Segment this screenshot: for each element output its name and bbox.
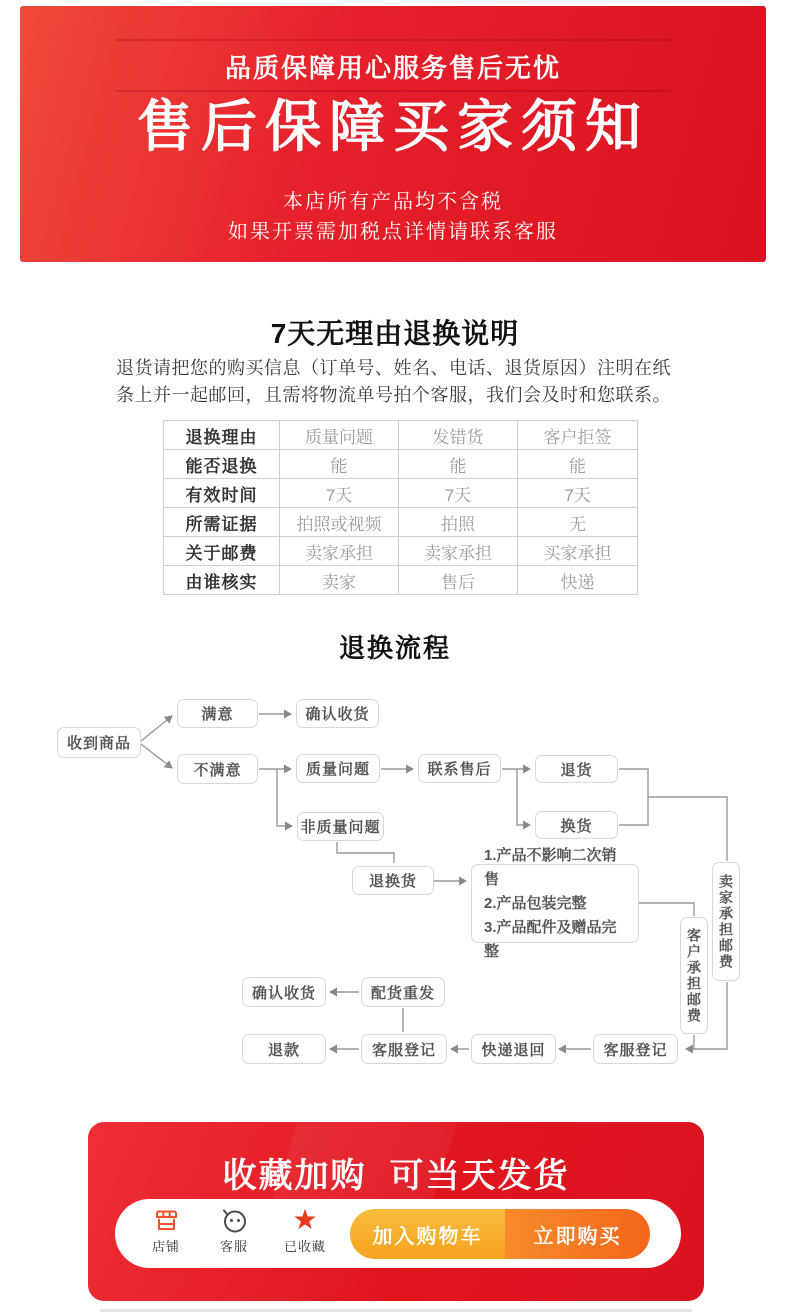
customer-service-icon [221,1206,248,1234]
table-cell: 快递 [518,566,638,595]
flow-node-satisfied: 满意 [177,699,258,728]
flow-node-service-register-right: 客服登记 [593,1034,678,1064]
flow-node-contact-service: 联系售后 [418,754,501,783]
policy-table [163,420,638,595]
customer-service-label: 客服 [219,1239,248,1254]
table-row [164,566,638,595]
table-cell: 发错货 [399,421,518,450]
purchase-buttons [350,1209,650,1259]
hero-banner [20,6,766,262]
favorited-label: 已收藏 [283,1239,326,1254]
favorited-button[interactable] [277,1206,333,1261]
table-row-label: 退换理由 [164,421,280,450]
add-to-cart-button[interactable]: 加入购物车 [350,1209,505,1259]
flow-node-confirm-receipt-2: 确认收货 [242,977,326,1007]
table-row-label: 所需证据 [164,508,280,537]
table-row-label: 有效时间 [164,479,280,508]
table-cell: 买家承担 [518,537,638,566]
flow-node-confirm-receipt: 确认收货 [296,699,379,728]
table-cell: 7天 [399,479,518,508]
bottom-divider [100,1309,692,1312]
table-cell: 无 [518,508,638,537]
flow-node-seller-pays-postage: 卖家承担邮费 [712,862,740,981]
condition-item: 3.产品配件及赠品完整 [484,918,617,960]
flow-node-service-register-mid: 客服登记 [361,1034,447,1064]
footer-headline: 收藏加购 可当天发货 [222,1157,570,1195]
flow-node-refund: 退款 [242,1034,326,1064]
condition-item: 1.产品不影响二次销售 [484,846,617,888]
table-cell: 客户拒签 [518,421,638,450]
table-row [164,479,638,508]
flow-node-customer-pays-postage: 客户承担邮费 [680,917,708,1034]
table-cell: 拍照 [399,508,518,537]
footer-banner [88,1122,704,1301]
storefront-icon [153,1206,180,1234]
hero-note-tax: 本店所有产品均不含税 [283,191,503,213]
flow-node-received: 收到商品 [57,727,141,758]
flow-node-unsatisfied: 不满意 [177,754,258,784]
shop-label: 店铺 [151,1239,180,1254]
flow-node-courier-return: 快递退回 [471,1034,556,1064]
table-cell: 质量问题 [280,421,399,450]
table-cell: 卖家 [280,566,399,595]
star-icon: ★ [292,1204,318,1235]
flow-node-return-exchange: 退换货 [352,866,434,895]
flow-node-non-quality: 非质量问题 [297,812,384,841]
flow-node-exchange: 换货 [535,811,618,839]
hero-divider-bottom [115,90,671,92]
table-cell: 能 [399,450,518,479]
table-row [164,508,638,537]
table-cell: 能 [518,450,638,479]
action-bar [115,1199,681,1268]
table-cell: 售后 [399,566,518,595]
flow-node-conditions [471,846,639,960]
flow-node-return: 退货 [535,755,618,783]
hero-title: 售后保障买家须知 [137,95,649,158]
flow-title: 退换流程 [338,633,451,663]
flow-node-redispatch: 配货重发 [361,977,445,1007]
table-row-label: 能否退换 [164,450,280,479]
table-cell: 拍照或视频 [280,508,399,537]
customer-service-button[interactable] [206,1206,262,1261]
policy-title: 7天无理由退换说明 [270,318,520,349]
table-row-label: 由谁核实 [164,566,280,595]
table-cell: 7天 [280,479,399,508]
shop-button[interactable] [138,1206,194,1261]
table-row-label: 关于邮费 [164,537,280,566]
condition-item: 2.产品包装完整 [484,894,587,912]
table-cell: 卖家承担 [399,537,518,566]
hero-note-invoice: 如果开票需加税点详情请联系客服 [228,221,558,243]
table-row [164,421,638,450]
table-cell: 卖家承担 [280,537,399,566]
table-cell: 7天 [518,479,638,508]
table-row [164,450,638,479]
hero-tagline: 品质保障用心服务售后无忧 [224,53,561,83]
policy-description: 退货请把您的购买信息（订单号、姓名、电话、退货原因）注明在纸条上并一起邮回，且需将物流单号拍个客服，我们会及时和您联系。 [116,358,671,405]
buy-now-button[interactable]: 立即购买 [505,1209,650,1259]
table-row [164,537,638,566]
hero-divider-top [115,39,671,41]
flow-node-quality-issue: 质量问题 [296,754,380,783]
table-cell: 能 [280,450,399,479]
